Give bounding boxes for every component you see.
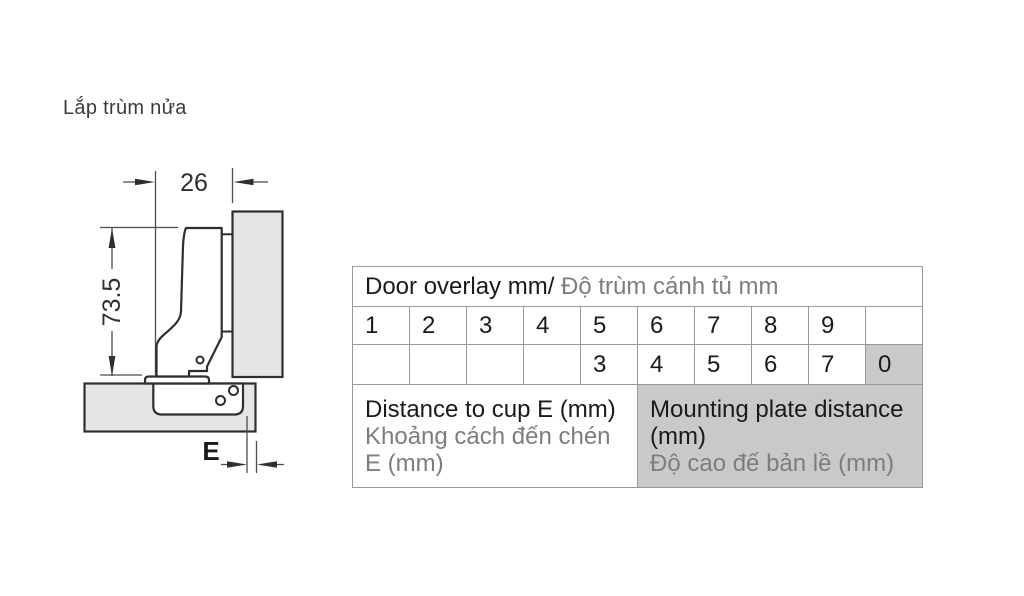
header-text-vi: Độ trùm cánh tủ mm (554, 272, 779, 300)
dimension-label-e: E (202, 436, 220, 466)
hinge-diagram (60, 160, 340, 485)
overlay-cell: 2 (410, 307, 467, 345)
cup-screw-hole (229, 386, 238, 395)
distance-cell: 4 (638, 345, 695, 385)
overlay-cell: 3 (467, 307, 524, 345)
table-header-cell (353, 267, 923, 307)
overlay-cell: 8 (752, 307, 809, 345)
distance-cell-highlighted: 0 (866, 345, 923, 385)
overlay-cell (866, 307, 923, 345)
cup-screw-hole (216, 396, 225, 405)
hinge-arm (157, 228, 222, 377)
distance-values-row (353, 345, 923, 385)
overlay-cell: 7 (695, 307, 752, 345)
distance-cell: 6 (752, 345, 809, 385)
table-header-row (353, 267, 923, 307)
overlay-cell: 4 (524, 307, 581, 345)
overlay-values-row (353, 307, 923, 345)
header-text-en: Door overlay mm/ (365, 272, 555, 300)
footer-cell-distance-to-cup (353, 385, 638, 488)
overlay-cell: 1 (353, 307, 410, 345)
overlay-spec-table (352, 266, 923, 488)
cabinet-panel (233, 212, 283, 378)
table-footer-row (353, 385, 923, 488)
distance-cell (410, 345, 467, 385)
footer-cell-mounting-plate (638, 385, 923, 488)
distance-cell (353, 345, 410, 385)
distance-cell: 5 (695, 345, 752, 385)
overlay-cell: 6 (638, 307, 695, 345)
footer-right-vi: Độ cao đế bản lề (mm) (650, 449, 895, 477)
page-title: Lắp trùm nửa (63, 97, 187, 119)
mounting-plate-lines (222, 234, 233, 331)
arm-screw-hole (197, 357, 204, 364)
distance-cell: 3 (581, 345, 638, 385)
footer-left-vi: Khoảng cách đến chén E (mm) (365, 422, 611, 477)
distance-cell: 7 (809, 345, 866, 385)
footer-right-en: Mounting plate distance (mm) (650, 395, 904, 450)
overlay-cell: 9 (809, 307, 866, 345)
dimension-label-73-5: 73.5 (98, 277, 126, 327)
dimension-label-26: 26 (180, 169, 208, 197)
footer-left-en: Distance to cup E (mm) (365, 395, 616, 423)
distance-cell (524, 345, 581, 385)
distance-cell (467, 345, 524, 385)
overlay-cell: 5 (581, 307, 638, 345)
